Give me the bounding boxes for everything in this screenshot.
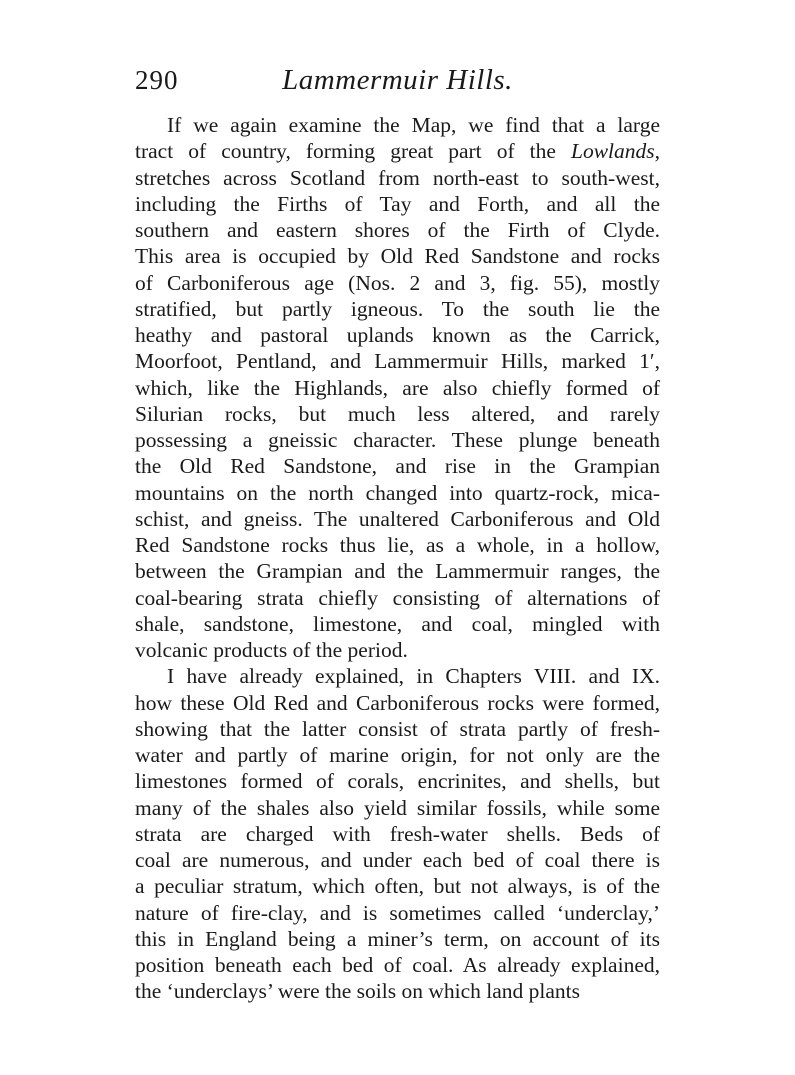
text-line: Moorfoot, Pentland, and Lammermuir Hills, marked 1′, — [135, 349, 660, 374]
text-line: the Old Red Sandstone, and rise in the Grampian — [135, 454, 660, 479]
paragraph — [135, 112, 660, 663]
text-line: heathy and pastoral uplands known as the Carrick, — [135, 323, 660, 347]
text-line: limestones formed of corals, encrinites, and shells, but — [135, 769, 660, 794]
text-line: between the Grampian and the Lammermuir ranges, the — [135, 559, 660, 584]
running-title: Lammermuir Hills. — [282, 64, 513, 96]
text-line: water and partly of marine origin, for not only are the — [135, 743, 660, 767]
text-line: possessing a gneissic character. These plunge beneath — [135, 428, 660, 452]
text-line: southern and eastern shores of the Firth of Clyde. — [135, 218, 660, 242]
text-line: the ‘underclays’ were the soils on which land plants — [135, 979, 581, 1004]
text-line: mountains on the north changed into quartz-rock, mica- — [135, 480, 660, 505]
text-line: nature of fire-clay, and is sometimes called ‘underclay,’ — [135, 900, 660, 925]
text-line: this in England being a miner’s term, on account of its — [135, 926, 660, 951]
page-number: 290 — [135, 65, 179, 95]
italic-term: Lowlands — [570, 139, 655, 164]
text-line: coal-bearing strata chiefly consisting of alternations of — [135, 585, 660, 610]
text-line: a peculiar stratum, which often, but not always, is of the — [135, 874, 660, 899]
text-line: how these Old Red and Carboniferous rocks were formed, — [135, 690, 660, 715]
text-line: tract of country, forming great part of the Lowlands, — [135, 139, 660, 164]
text-line: If we again examine the Map, we find that a large — [167, 113, 660, 137]
text-line: volcanic products of the period. — [135, 638, 408, 662]
text-line: coal are numerous, and under each bed of coal there is — [135, 848, 660, 872]
text-line: This area is occupied by Old Red Sandstone and rocks — [135, 244, 660, 269]
text-line: stratified, but partly igneous. To the south lie the — [135, 296, 660, 321]
paragraph — [135, 663, 660, 1004]
text-line: which, like the Highlands, are also chiefly formed of — [135, 375, 660, 400]
text-line: I have already explained, in Chapters VIII. and IX. — [167, 664, 660, 689]
text-line: position beneath each bed of coal. As already explained, — [135, 953, 660, 977]
text-line: shale, sandstone, limestone, and coal, mingled with — [135, 611, 660, 636]
text-line: including the Firths of Tay and Forth, and all the — [135, 191, 660, 216]
text-line: showing that the latter consist of strata partly of fresh- — [135, 716, 660, 741]
text-line: Silurian rocks, but much less altered, and rarely — [135, 401, 660, 426]
text-line: schist, and gneiss. The unaltered Carboniferous and Old — [135, 506, 660, 531]
text-line: strata are charged with fresh-water shells. Beds of — [135, 821, 660, 846]
page-header — [135, 60, 660, 100]
text-line: many of the shales also yield similar fossils, while some — [135, 795, 660, 820]
text-line: of Carboniferous age (Nos. 2 and 3, fig. 55), mostly — [135, 270, 660, 295]
text-line: stretches across Scotland from north-east to south-west, — [135, 165, 660, 190]
body-text — [135, 112, 660, 1005]
text-line: Red Sandstone rocks thus lie, as a whole, in a hollow, — [135, 533, 660, 557]
